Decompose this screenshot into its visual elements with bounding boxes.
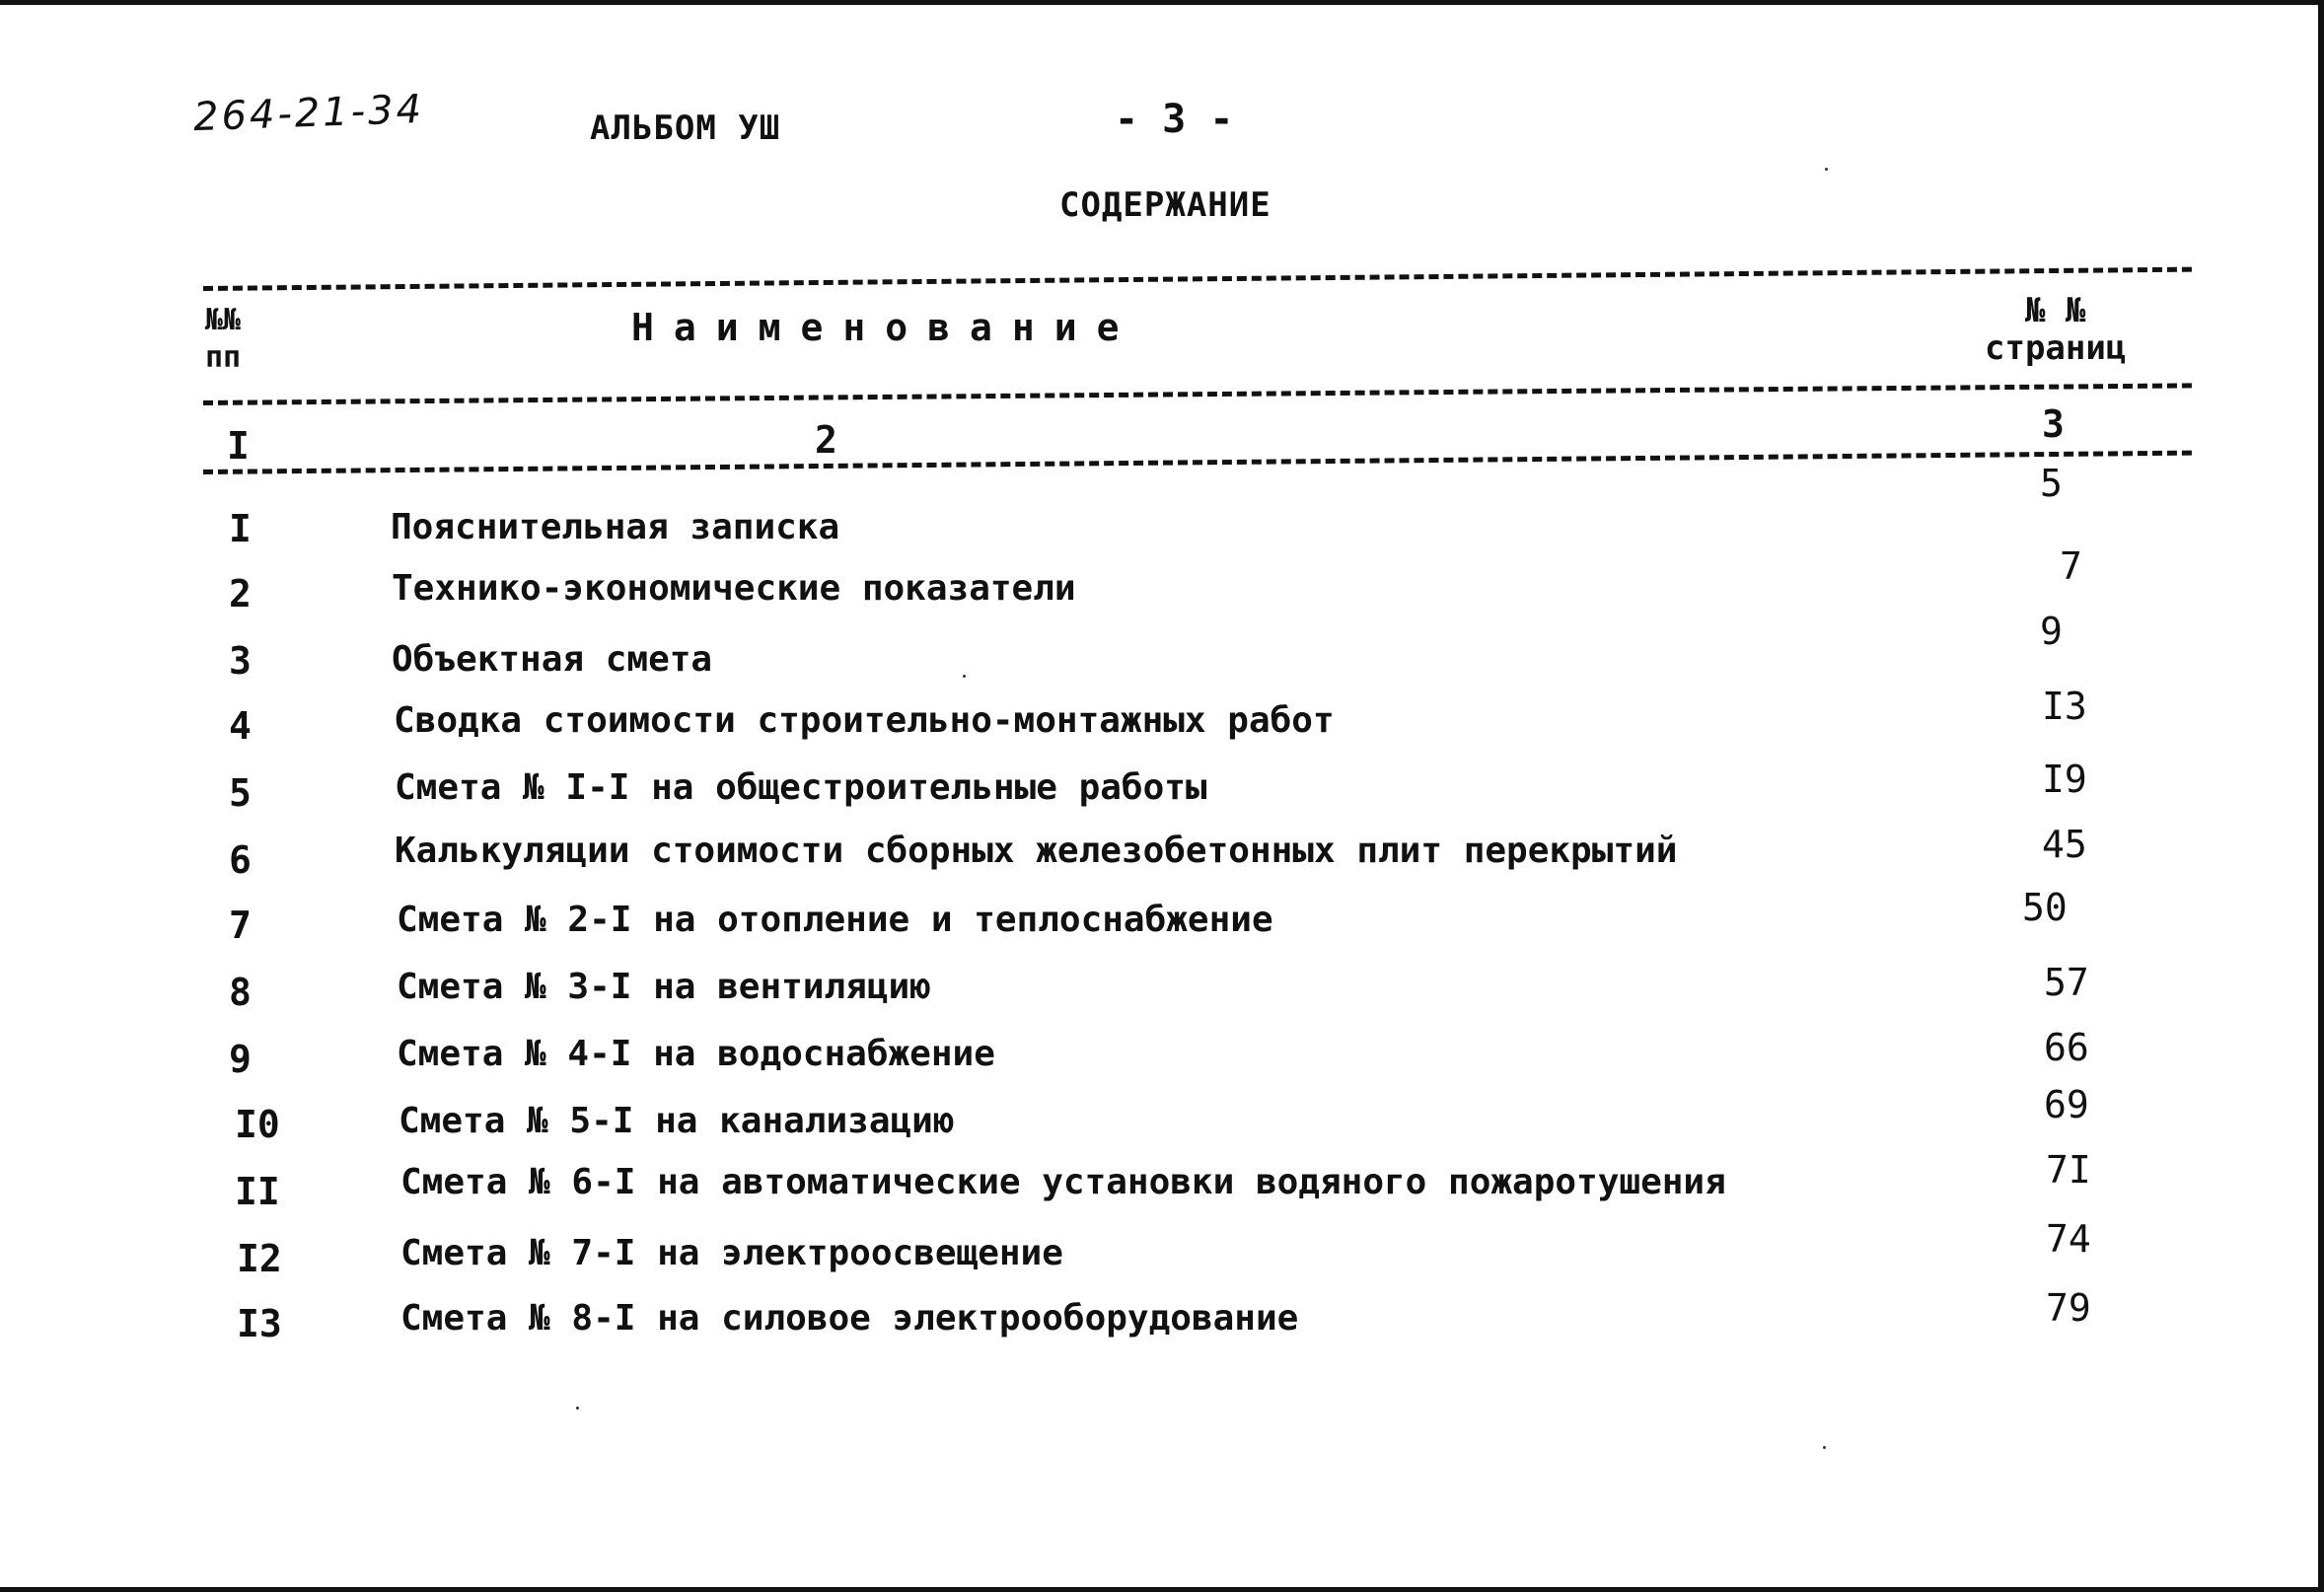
row-num: 6 xyxy=(229,838,252,882)
row-num: 4 xyxy=(229,704,252,748)
handwritten-code: 264-21-34 xyxy=(192,86,425,141)
scan-speck xyxy=(1823,1446,1826,1449)
colnum-1: I xyxy=(227,424,250,468)
table-top-rule xyxy=(203,267,2192,291)
row-name: Пояснительная записка xyxy=(391,507,840,547)
row-page: 7 xyxy=(2060,544,2082,588)
row-name: Смета № 6-I на автоматические установки водяного пожаротушения xyxy=(400,1162,1726,1202)
row-page: 5 xyxy=(2040,462,2063,505)
row-page: I9 xyxy=(2042,758,2087,801)
row-name: Смета № 5-I на канализацию xyxy=(399,1101,955,1141)
row-name: Сводка стоимости строительно-монтажных работ xyxy=(394,700,1335,741)
row-page: 57 xyxy=(2044,961,2089,1004)
row-name: Смета № 4-I на водоснабжение xyxy=(397,1034,995,1074)
header-num xyxy=(205,302,241,377)
row-num: I2 xyxy=(237,1237,282,1280)
header-num-line2: пп xyxy=(205,340,242,375)
row-name: Смета № 2-I на отопление и теплоснабжение xyxy=(397,900,1273,940)
row-page: 69 xyxy=(2044,1083,2089,1126)
right-border xyxy=(2318,0,2324,1592)
row-num: 8 xyxy=(229,971,252,1014)
header-pages-line2: страниц xyxy=(1985,328,2127,368)
row-num: 9 xyxy=(229,1038,252,1081)
row-num: I0 xyxy=(235,1103,280,1146)
colnum-2: 2 xyxy=(815,418,837,462)
row-page: 74 xyxy=(2046,1217,2091,1261)
row-num: 2 xyxy=(229,572,252,615)
row-page: 9 xyxy=(2040,610,2063,653)
row-page: 79 xyxy=(2046,1286,2091,1330)
scan-speck xyxy=(1825,168,1828,171)
row-name: Смета № 8-I на силовое электрооборудование xyxy=(400,1298,1299,1339)
header-name: Наименование xyxy=(631,306,1139,349)
header-bottom-rule xyxy=(203,383,2192,405)
header-num-line1: №№ xyxy=(205,303,242,337)
row-name: Смета № 3-I на вентиляцию xyxy=(397,967,931,1007)
album-label: АЛЬБОМ УШ xyxy=(590,109,781,148)
row-num: 3 xyxy=(229,639,252,683)
row-page: 45 xyxy=(2042,823,2087,866)
page-title: СОДЕРЖАНИЕ xyxy=(1059,185,1271,225)
page-number: - 3 - xyxy=(1115,97,1234,142)
row-name: Смета № I-I на общестроительные работы xyxy=(395,767,1207,808)
row-num: 7 xyxy=(229,904,252,947)
row-num: II xyxy=(235,1170,280,1213)
row-name: Калькуляции стоимости сборных железобетонных плит перекрытий xyxy=(395,831,1678,871)
row-num: 5 xyxy=(229,771,252,815)
scan-speck xyxy=(963,675,966,678)
row-num: I3 xyxy=(237,1302,282,1345)
row-page: 7I xyxy=(2046,1148,2091,1192)
row-num: I xyxy=(229,507,252,550)
colnum-3: 3 xyxy=(2042,402,2065,446)
scan-speck xyxy=(576,1407,579,1410)
colnum-bottom-rule xyxy=(203,451,2192,474)
bottom-border xyxy=(0,1587,2324,1592)
row-name: Смета № 7-I на электроосвещение xyxy=(400,1233,1063,1273)
top-border xyxy=(0,0,2324,5)
row-page: 66 xyxy=(2044,1026,2089,1069)
row-name: Технико-экономические показатели xyxy=(392,568,1076,609)
row-page: 50 xyxy=(2022,886,2068,929)
header-pages-line1: № № xyxy=(2024,291,2086,330)
row-name: Объектная смета xyxy=(392,639,713,680)
row-page: I3 xyxy=(2042,685,2087,728)
header-pages xyxy=(1985,292,2126,367)
